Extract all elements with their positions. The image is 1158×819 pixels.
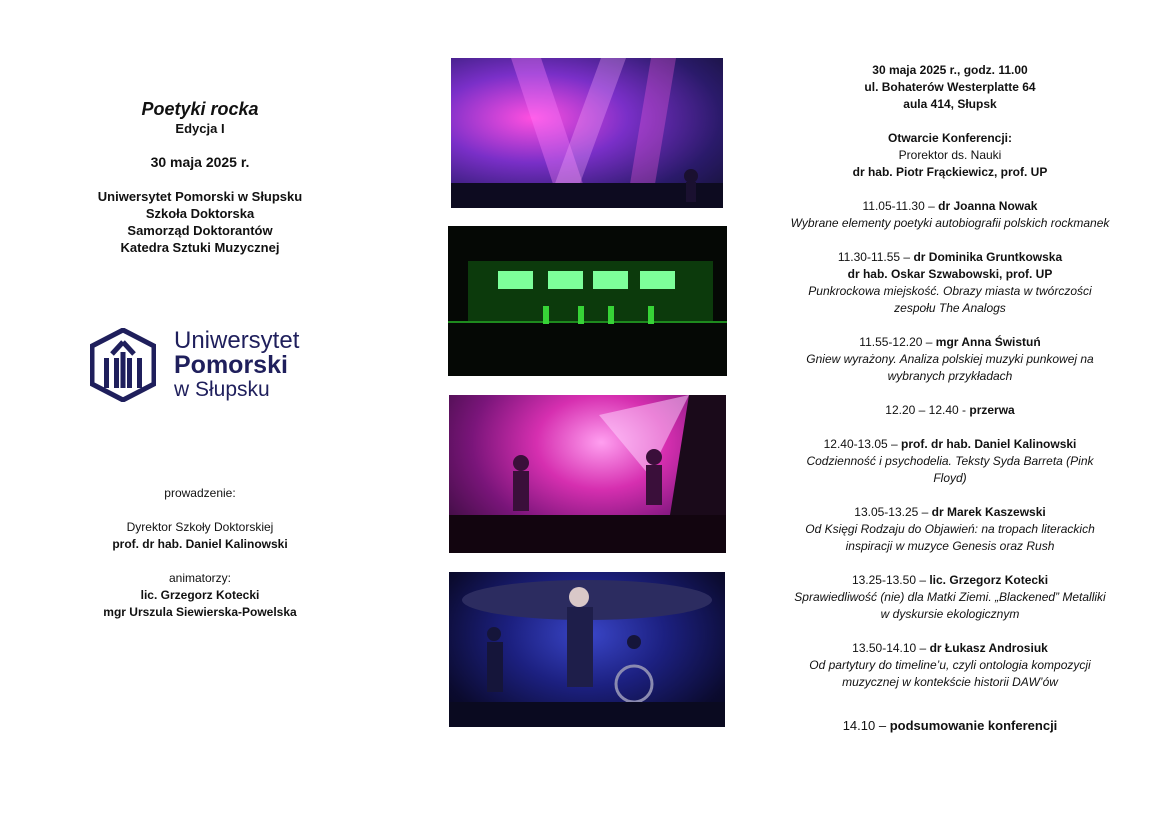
university-logo xyxy=(90,328,300,404)
opening-label: Otwarcie Konferencji: xyxy=(887,131,1013,145)
director-role: Dyrektor Szkoły Doktorskiej xyxy=(126,520,274,534)
opening-block xyxy=(790,130,1110,181)
break-block xyxy=(790,402,1110,419)
talk-speaker: dr Łukasz Androsiuk xyxy=(929,641,1048,655)
talk-title: Od Księgi Rodzaju do Objawień: na tropach literackich inspiracji w muzyce Genesis oraz Rush xyxy=(805,522,1095,553)
logo-line3: w Słupsku xyxy=(174,378,270,401)
talk-7 xyxy=(790,640,1110,691)
org-doctoral-school: Szkoła Doktorska xyxy=(145,206,255,221)
animator-2: mgr Urszula Siewierska-Powelska xyxy=(103,605,297,619)
talk-speaker: dr Joanna Nowak xyxy=(938,199,1038,213)
closing-block xyxy=(790,717,1110,734)
logo-line1: Uniwersytet xyxy=(174,327,300,354)
talk-speaker: mgr Anna Świstuń xyxy=(935,335,1041,349)
program-room: aula 414, Słupsk xyxy=(903,97,997,111)
concert-photo-3 xyxy=(449,395,726,553)
talk-title: Punkrockowa miejskość. Obrazy miasta w twórczości zespołu The Analogs xyxy=(808,284,1092,315)
conference-title: Poetyki rocka xyxy=(141,99,259,119)
talk-speaker: prof. dr hab. Daniel Kalinowski xyxy=(901,437,1077,451)
talk-time: 11.30-11.55 – xyxy=(837,250,914,264)
org-music-department: Katedra Sztuki Muzycznej xyxy=(120,240,280,255)
blue-stage-graphic xyxy=(449,572,725,727)
talk-6 xyxy=(790,572,1110,623)
conference-date: 30 maja 2025 r. xyxy=(150,154,250,170)
talk-time: 12.40-13.05 – xyxy=(823,437,902,451)
closing-label: podsumowanie konferencji xyxy=(889,718,1058,733)
opening-role: Prorektor ds. Nauki xyxy=(898,148,1002,162)
pink-stage-graphic xyxy=(449,395,726,553)
director-name: prof. dr hab. Daniel Kalinowski xyxy=(112,537,288,551)
program-column xyxy=(790,62,1110,734)
stage-lights-graphic xyxy=(451,58,723,208)
concert-photo-2 xyxy=(448,226,727,376)
concert-photo-1 xyxy=(451,58,723,208)
break-time: 12.20 – 12.40 - xyxy=(885,403,970,417)
talk-2 xyxy=(790,249,1110,317)
talk-title: Wybrane elementy poetyki autobiografii polskich rockmanek xyxy=(790,216,1110,230)
concert-photo-4 xyxy=(449,572,725,727)
talk-speaker-2: dr hab. Oskar Szwabowski, prof. UP xyxy=(847,267,1053,281)
talk-title: Gniew wyrażony. Analiza polskiej muzyki punkowej na wybranych przykładach xyxy=(806,352,1094,383)
talk-time: 11.05-11.30 – xyxy=(862,199,939,213)
green-screens-graphic xyxy=(448,226,727,376)
talk-speaker: dr Dominika Gruntkowska xyxy=(913,250,1063,264)
shield-icon xyxy=(90,328,156,402)
logo-line2: Pomorski xyxy=(174,351,288,379)
talk-time: 11.55-12.20 – xyxy=(859,335,936,349)
talk-title: Od partytury do timeline’u, czyli ontologia kompozycji muzycznej w kontekście historii DAW’ów xyxy=(809,658,1091,689)
edition: Edycja I xyxy=(175,121,225,136)
animators-label: animatorzy: xyxy=(168,571,232,585)
animator-1: lic. Grzegorz Kotecki xyxy=(140,588,260,602)
left-column xyxy=(40,98,360,256)
program-when: 30 maja 2025 r., godz. 11.00 xyxy=(872,63,1028,77)
talk-speaker: lic. Grzegorz Kotecki xyxy=(929,573,1049,587)
break-label: przerwa xyxy=(969,403,1015,417)
program-header xyxy=(790,62,1110,113)
org-university: Uniwersytet Pomorski w Słupsku xyxy=(97,189,303,204)
program-address: ul. Bohaterów Westerplatte 64 xyxy=(864,80,1036,94)
talk-time: 13.25-13.50 – xyxy=(851,573,930,587)
talk-5 xyxy=(790,504,1110,555)
talk-title: Sprawiedliwość (nie) dla Matki Ziemi. „Blackened” Metalliki w dyskursie ekologicznym xyxy=(794,590,1106,621)
talk-1 xyxy=(790,198,1110,232)
talk-time: 13.50-14.10 – xyxy=(852,641,930,655)
lead-label: prowadzenie: xyxy=(164,486,236,500)
opening-name: dr hab. Piotr Frąckiewicz, prof. UP xyxy=(852,165,1048,179)
talk-4 xyxy=(790,436,1110,487)
talk-3 xyxy=(790,334,1110,385)
staff-section xyxy=(40,485,360,621)
talk-speaker: dr Marek Kaszewski xyxy=(931,505,1046,519)
closing-time: 14.10 – xyxy=(842,718,890,733)
talk-time: 13.05-13.25 – xyxy=(854,505,932,519)
org-student-council: Samorząd Doktorantów xyxy=(127,223,273,238)
talk-title: Codzienność i psychodelia. Teksty Syda Barreta (Pink Floyd) xyxy=(806,454,1094,485)
